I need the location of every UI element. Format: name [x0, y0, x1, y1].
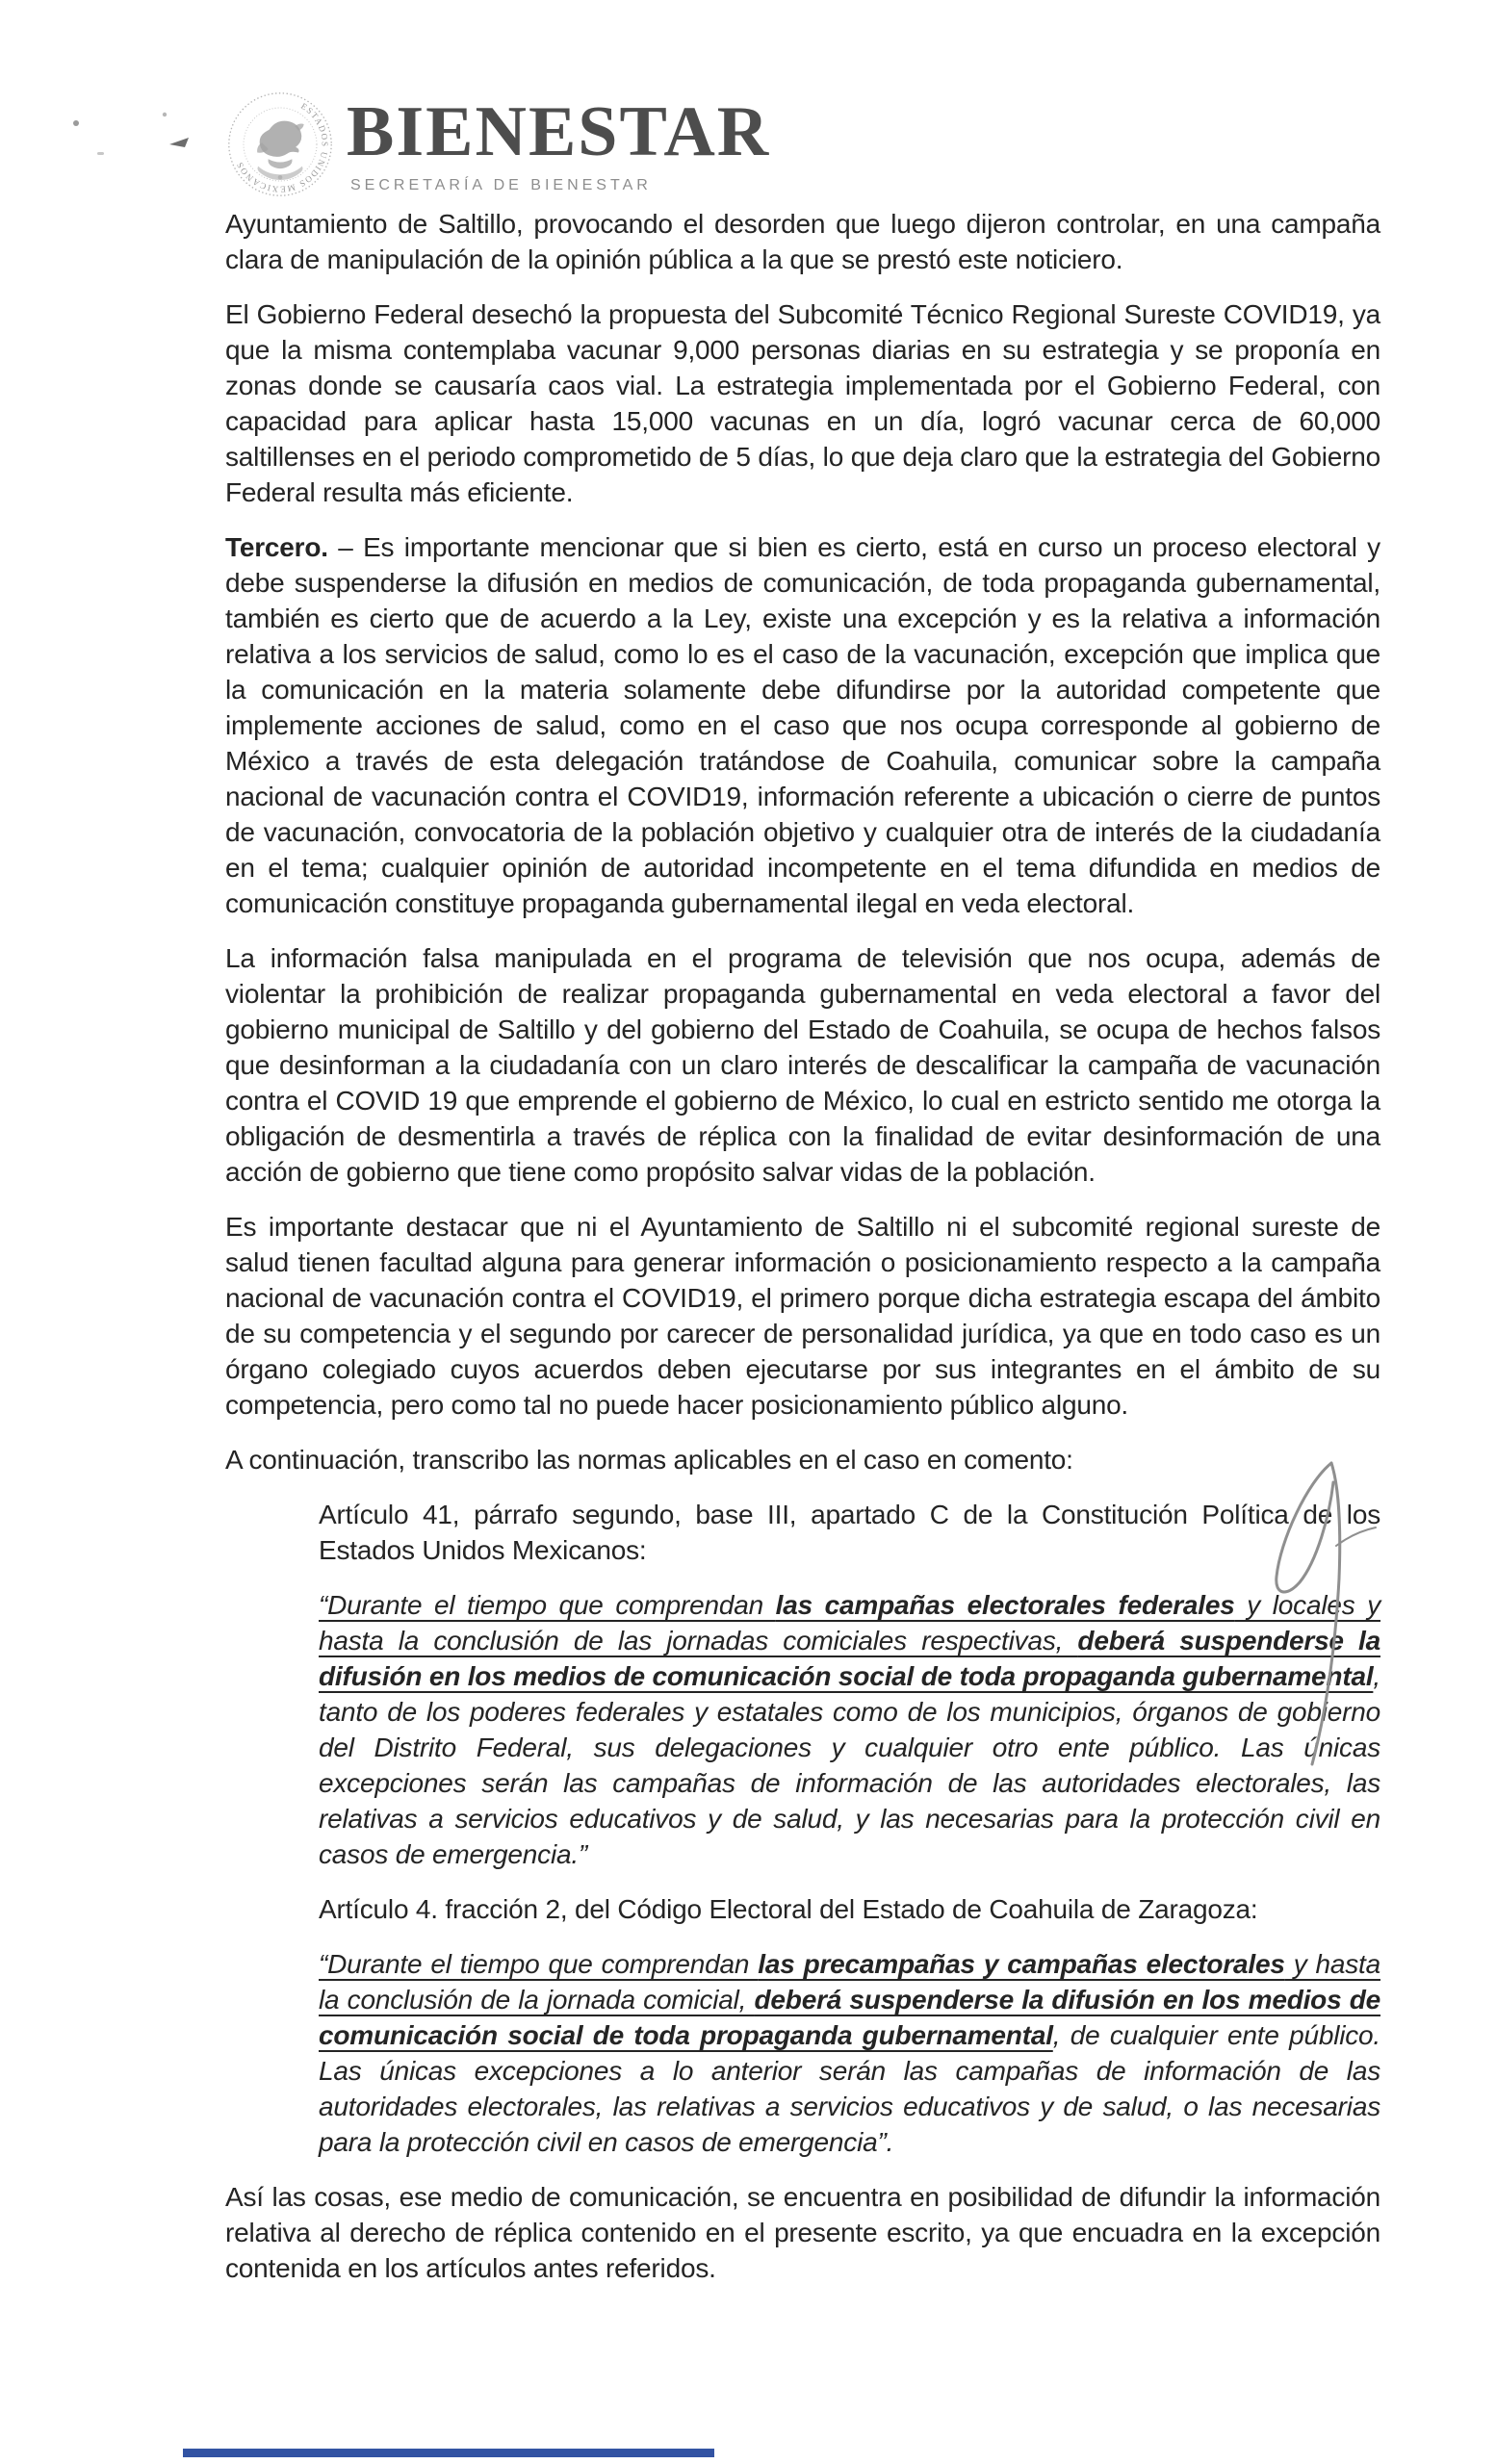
- quote-segment: las precampañas y campañas electorales: [758, 1949, 1285, 1979]
- quote-segment: , de cualquier ente público. Las únicas excepciones a lo anterior serán las campañas de información de las autoridades electorales, las relativas a servicios educativos y de salud, o las necesarias para la protección civil en casos de emergencia”.: [319, 2020, 1380, 2157]
- brand-subtitle: SECRETARÍA DE BIENESTAR: [350, 177, 652, 193]
- eagle-emblem: [257, 121, 304, 180]
- article-reference-paragraph: Artículo 41, párrafo segundo, base III, apartado C de la Constitución Política de los Estados Unidos Mexicanos:: [319, 1500, 1380, 1565]
- legal-quote-paragraph: [319, 1946, 1380, 2160]
- quote-segment: las campañas electorales federales: [775, 1590, 1235, 1620]
- paragraph-lead-word: Tercero.: [225, 532, 328, 562]
- document-body: [225, 206, 1380, 2305]
- body-paragraph: A continuación, transcribo las normas aplicables en el caso en comento:: [225, 1445, 1073, 1475]
- body-paragraph: Así las cosas, ese medio de comunicación, se encuentra en posibilidad de difundir la información relativa al derecho de réplica contenido en el presente escrito, ya que encuadra en la excepción contenida en los artículos antes referidos.: [225, 2182, 1380, 2283]
- mexico-coat-of-arms-seal-icon: [225, 89, 335, 200]
- quote-segment: , tanto de los poderes federales y estatales como de los municipios, órganos de gobierno del Distrito Federal, sus delegaciones y cualquier otro ente público. Las únicas excepciones serán las campañas de información de las autoridades electorales, las relativas a servicios educativos y de salud, y las necesarias para la protección civil en casos de emergencia.”: [319, 1661, 1380, 1869]
- body-paragraph: Tercero. – Es importante mencionar que si bien es cierto, está en curso un proceso electoral y debe suspenderse la difusión en medios de comunicación, de toda propaganda gubernamental, también es cierto que de acuerdo a la Ley, existe una excepción y es la relativa a información relativa a los servicios de salud, como lo es el caso de la vacunación, excepción que implica que la comunicación en la materia solamente debe difundirse por la autoridad competente que implemente acciones de salud, como en el caso que nos ocupa corresponde al gobierno de México a través de esta delegación tratándose de Coahuila, comunicar sobre la campaña nacional de vacunación contra el COVID19, información referente a ubicación o cierre de puntos de vacunación, convocatoria de la población objetivo y cualquier otra de interés de la ciudadanía en el tema; cualquier opinión de autoridad incompetente en el tema difundida en medios de comunicación constituye propaganda gubernamental ilegal en veda electoral.: [225, 532, 1380, 918]
- quote-segment: deberá suspenderse la difusión en los medios de comunicación social de toda propaganda gubernamental: [319, 1985, 1380, 2050]
- body-paragraph: El Gobierno Federal desechó la propuesta del Subcomité Técnico Regional Sureste COVID19, ya que la misma contemplaba vacunar 9,000 personas diarias en su estrategia y se proponía en zonas donde se causaría caos vial. La estrategia implementada por el Gobierno Federal, con capacidad para aplicar hasta 15,000 vacunas en un día, logró vacunar cerca de 60,000 saltillenses en el periodo comprometido de 5 días, lo que deja claro que la estrategia del Gobierno Federal resulta más eficiente.: [225, 299, 1380, 507]
- quote-segment: y locales y hasta la conclusión de las jornadas comiciales respectivas,: [319, 1590, 1380, 1656]
- quote-segment: “Durante el tiempo que comprendan: [319, 1590, 776, 1620]
- quote-segment: “Durante el tiempo que comprendan: [319, 1949, 759, 1979]
- seal-ring-text: ESTADOS UNIDOS MEXICANOS: [234, 100, 330, 194]
- article-reference-paragraph: Artículo 4. fracción 2, del Código Electoral del Estado de Coahuila de Zaragoza:: [319, 1894, 1258, 1924]
- body-paragraph: La información falsa manipulada en el programa de televisión que nos ocupa, además de violentar la prohibición de realizar propaganda gubernamental en veda electoral a favor del gobierno municipal de Saltillo y del gobierno del Estado de Coahuila, se ocupa de hechos falsos que desinforman a la ciudadanía con un claro interés de descalificar la campaña de vacunación contra el COVID 19 que emprende el gobierno de México, lo cual en estricto sentido me otorga la obligación de desmentirla a través de réplica con la finalidad de evitar desinformación de una acción de gobierno que tiene como propósito salvar vidas de la población.: [225, 943, 1380, 1187]
- body-paragraph: Es importante destacar que ni el Ayuntamiento de Saltillo ni el subcomité regional sureste de salud tienen facultad alguna para generar información o posicionamiento respecto a la campaña nacional de vacunación contra el COVID19, el primero porque dicha estrategia escapa del ámbito de su competencia y el segundo por carecer de personalidad jurídica, ya que en todo caso es un órgano colegiado cuyos acuerdos deben ejecutarse por sus integrantes en el ámbito de su competencia, pero como tal no puede hacer posicionamiento público alguno.: [225, 1212, 1380, 1420]
- brand-wordmark: BIENESTAR: [347, 92, 771, 171]
- ink-specks: [73, 113, 189, 155]
- body-paragraph: Ayuntamiento de Saltillo, provocando el desorden que luego dijeron controlar, en una campaña clara de manipulación de la opinión pública a la que se prestó este noticiero.: [225, 209, 1380, 274]
- quote-segment: deberá suspenderse la difusión en los medios de comunicación social de toda propaganda gubernamental: [319, 1626, 1380, 1691]
- footer-accent-bar: [183, 2449, 714, 2457]
- quote-segment: y hasta la conclusión de la jornada comicial,: [319, 1949, 1380, 2015]
- legal-quote-paragraph: [319, 1587, 1380, 1872]
